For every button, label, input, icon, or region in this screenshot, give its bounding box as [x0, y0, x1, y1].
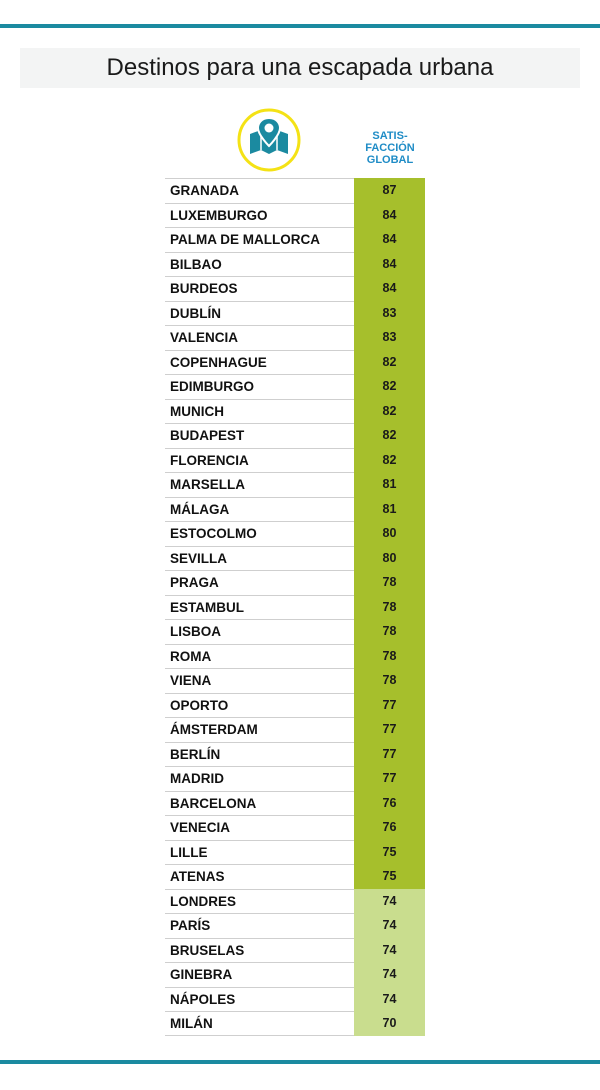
top-accent-bar: [0, 24, 600, 28]
satisfaction-score: 77: [354, 693, 425, 718]
table-row: [165, 399, 425, 424]
table-row: [165, 595, 425, 620]
satisfaction-score: 74: [354, 938, 425, 963]
table-row: [165, 423, 425, 448]
table-row: [165, 766, 425, 791]
table-row: [165, 644, 425, 669]
satisfaction-score: 76: [354, 815, 425, 840]
table-row: [165, 987, 425, 1012]
table-row: [165, 962, 425, 987]
city-name: BURDEOS: [170, 281, 238, 296]
satisfaction-score: 82: [354, 423, 425, 448]
satisfaction-score: 82: [354, 374, 425, 399]
satisfaction-score: 83: [354, 325, 425, 350]
city-name: MADRID: [170, 771, 224, 786]
city-name: FLORENCIA: [170, 452, 249, 468]
table-row: [165, 742, 425, 767]
city-name: LONDRES: [170, 893, 237, 909]
satisfaction-score: 78: [354, 595, 425, 620]
satisfaction-score: 80: [354, 521, 425, 546]
city-map-pin-icon: [237, 108, 301, 172]
satisfaction-score: 81: [354, 497, 425, 522]
table-row: [165, 521, 425, 546]
table-row: [165, 252, 425, 277]
satisfaction-score: 77: [354, 766, 425, 791]
satisfaction-score: 84: [354, 227, 425, 252]
city-name: BERLÍN: [170, 746, 221, 762]
city-name: OPORTO: [170, 697, 229, 713]
table-row: [165, 301, 425, 326]
table-row: [165, 693, 425, 718]
city-name: MARSELLA: [170, 477, 245, 492]
city-name: LUXEMBURGO: [170, 207, 268, 223]
satisfaction-score: 87: [354, 178, 425, 203]
satisfaction-score: 84: [354, 276, 425, 301]
city-name: ESTOCOLMO: [170, 526, 257, 541]
city-name: LILLE: [170, 844, 208, 860]
satisfaction-score: 78: [354, 668, 425, 693]
table-row: [165, 938, 425, 963]
satisfaction-score: 77: [354, 717, 425, 742]
satisfaction-score: 80: [354, 546, 425, 571]
table-row: [165, 717, 425, 742]
satisfaction-score: 78: [354, 644, 425, 669]
table-row: [165, 448, 425, 473]
table-row: [165, 889, 425, 914]
table-row: [165, 619, 425, 644]
city-name: SEVILLA: [170, 550, 228, 566]
satisfaction-score: 77: [354, 742, 425, 767]
satisfaction-score: 74: [354, 962, 425, 987]
city-name: BILBAO: [170, 256, 222, 272]
table-row: [165, 668, 425, 693]
city-name: GINEBRA: [170, 967, 233, 982]
satisfaction-score: 70: [354, 1011, 425, 1036]
bottom-accent-bar: [0, 1060, 600, 1064]
city-name: VIENA: [170, 673, 212, 688]
satisfaction-score: 75: [354, 840, 425, 865]
city-name: NÁPOLES: [170, 991, 236, 1007]
satisfaction-score: 75: [354, 864, 425, 889]
satisfaction-score: 74: [354, 913, 425, 938]
satisfaction-score: 78: [354, 570, 425, 595]
column-header-line: GLOBAL: [366, 154, 414, 166]
table-row: [165, 350, 425, 375]
city-name: ROMA: [170, 648, 212, 664]
table-row: [165, 1011, 425, 1036]
table-row: [165, 815, 425, 840]
table-row: [165, 840, 425, 865]
table-row: [165, 325, 425, 350]
satisfaction-score: 81: [354, 472, 425, 497]
table-row: [165, 546, 425, 571]
city-name: BUDAPEST: [170, 428, 245, 443]
page-title: Destinos para una escapada urbana: [20, 48, 580, 88]
satisfaction-score: 83: [354, 301, 425, 326]
table-row: [165, 497, 425, 522]
city-name: PARÍS: [170, 918, 211, 933]
city-name: ATENAS: [170, 869, 225, 884]
satisfaction-score: 78: [354, 619, 425, 644]
city-name: VENECIA: [170, 820, 231, 835]
ranking-table: [165, 178, 425, 1036]
satisfaction-score: 74: [354, 889, 425, 914]
table-row: [165, 472, 425, 497]
table-row: [165, 570, 425, 595]
satisfaction-score: 84: [354, 252, 425, 277]
city-name: EDIMBURGO: [170, 379, 254, 394]
table-row: [165, 178, 425, 203]
satisfaction-score: 76: [354, 791, 425, 816]
satisfaction-score: 82: [354, 448, 425, 473]
satisfaction-column-header: [354, 130, 426, 166]
city-name: VALENCIA: [170, 330, 239, 345]
satisfaction-score: 74: [354, 987, 425, 1012]
table-row: [165, 276, 425, 301]
city-name: MUNICH: [170, 403, 224, 419]
city-name: COPENHAGUE: [170, 354, 267, 370]
column-header-line: SATIS-: [372, 130, 408, 142]
table-row: [165, 864, 425, 889]
table-row: [165, 227, 425, 252]
satisfaction-score: 84: [354, 203, 425, 228]
city-name: BARCELONA: [170, 795, 257, 811]
table-row: [165, 791, 425, 816]
city-name: BRUSELAS: [170, 942, 245, 958]
satisfaction-score: 82: [354, 350, 425, 375]
table-row: [165, 913, 425, 938]
column-header-line: FACCIÓN: [365, 142, 415, 154]
city-name: PALMA DE MALLORCA: [170, 232, 320, 247]
city-name: MÁLAGA: [170, 501, 230, 517]
city-name: MILÁN: [170, 1016, 213, 1031]
city-name: PRAGA: [170, 575, 219, 590]
city-name: ÁMSTERDAM: [170, 722, 258, 737]
city-name: ESTAMBUL: [170, 599, 244, 615]
table-row: [165, 203, 425, 228]
table-row: [165, 374, 425, 399]
city-name: GRANADA: [170, 183, 239, 198]
satisfaction-score: 82: [354, 399, 425, 424]
city-name: LISBOA: [170, 624, 222, 639]
city-name: DUBLÍN: [170, 305, 221, 321]
